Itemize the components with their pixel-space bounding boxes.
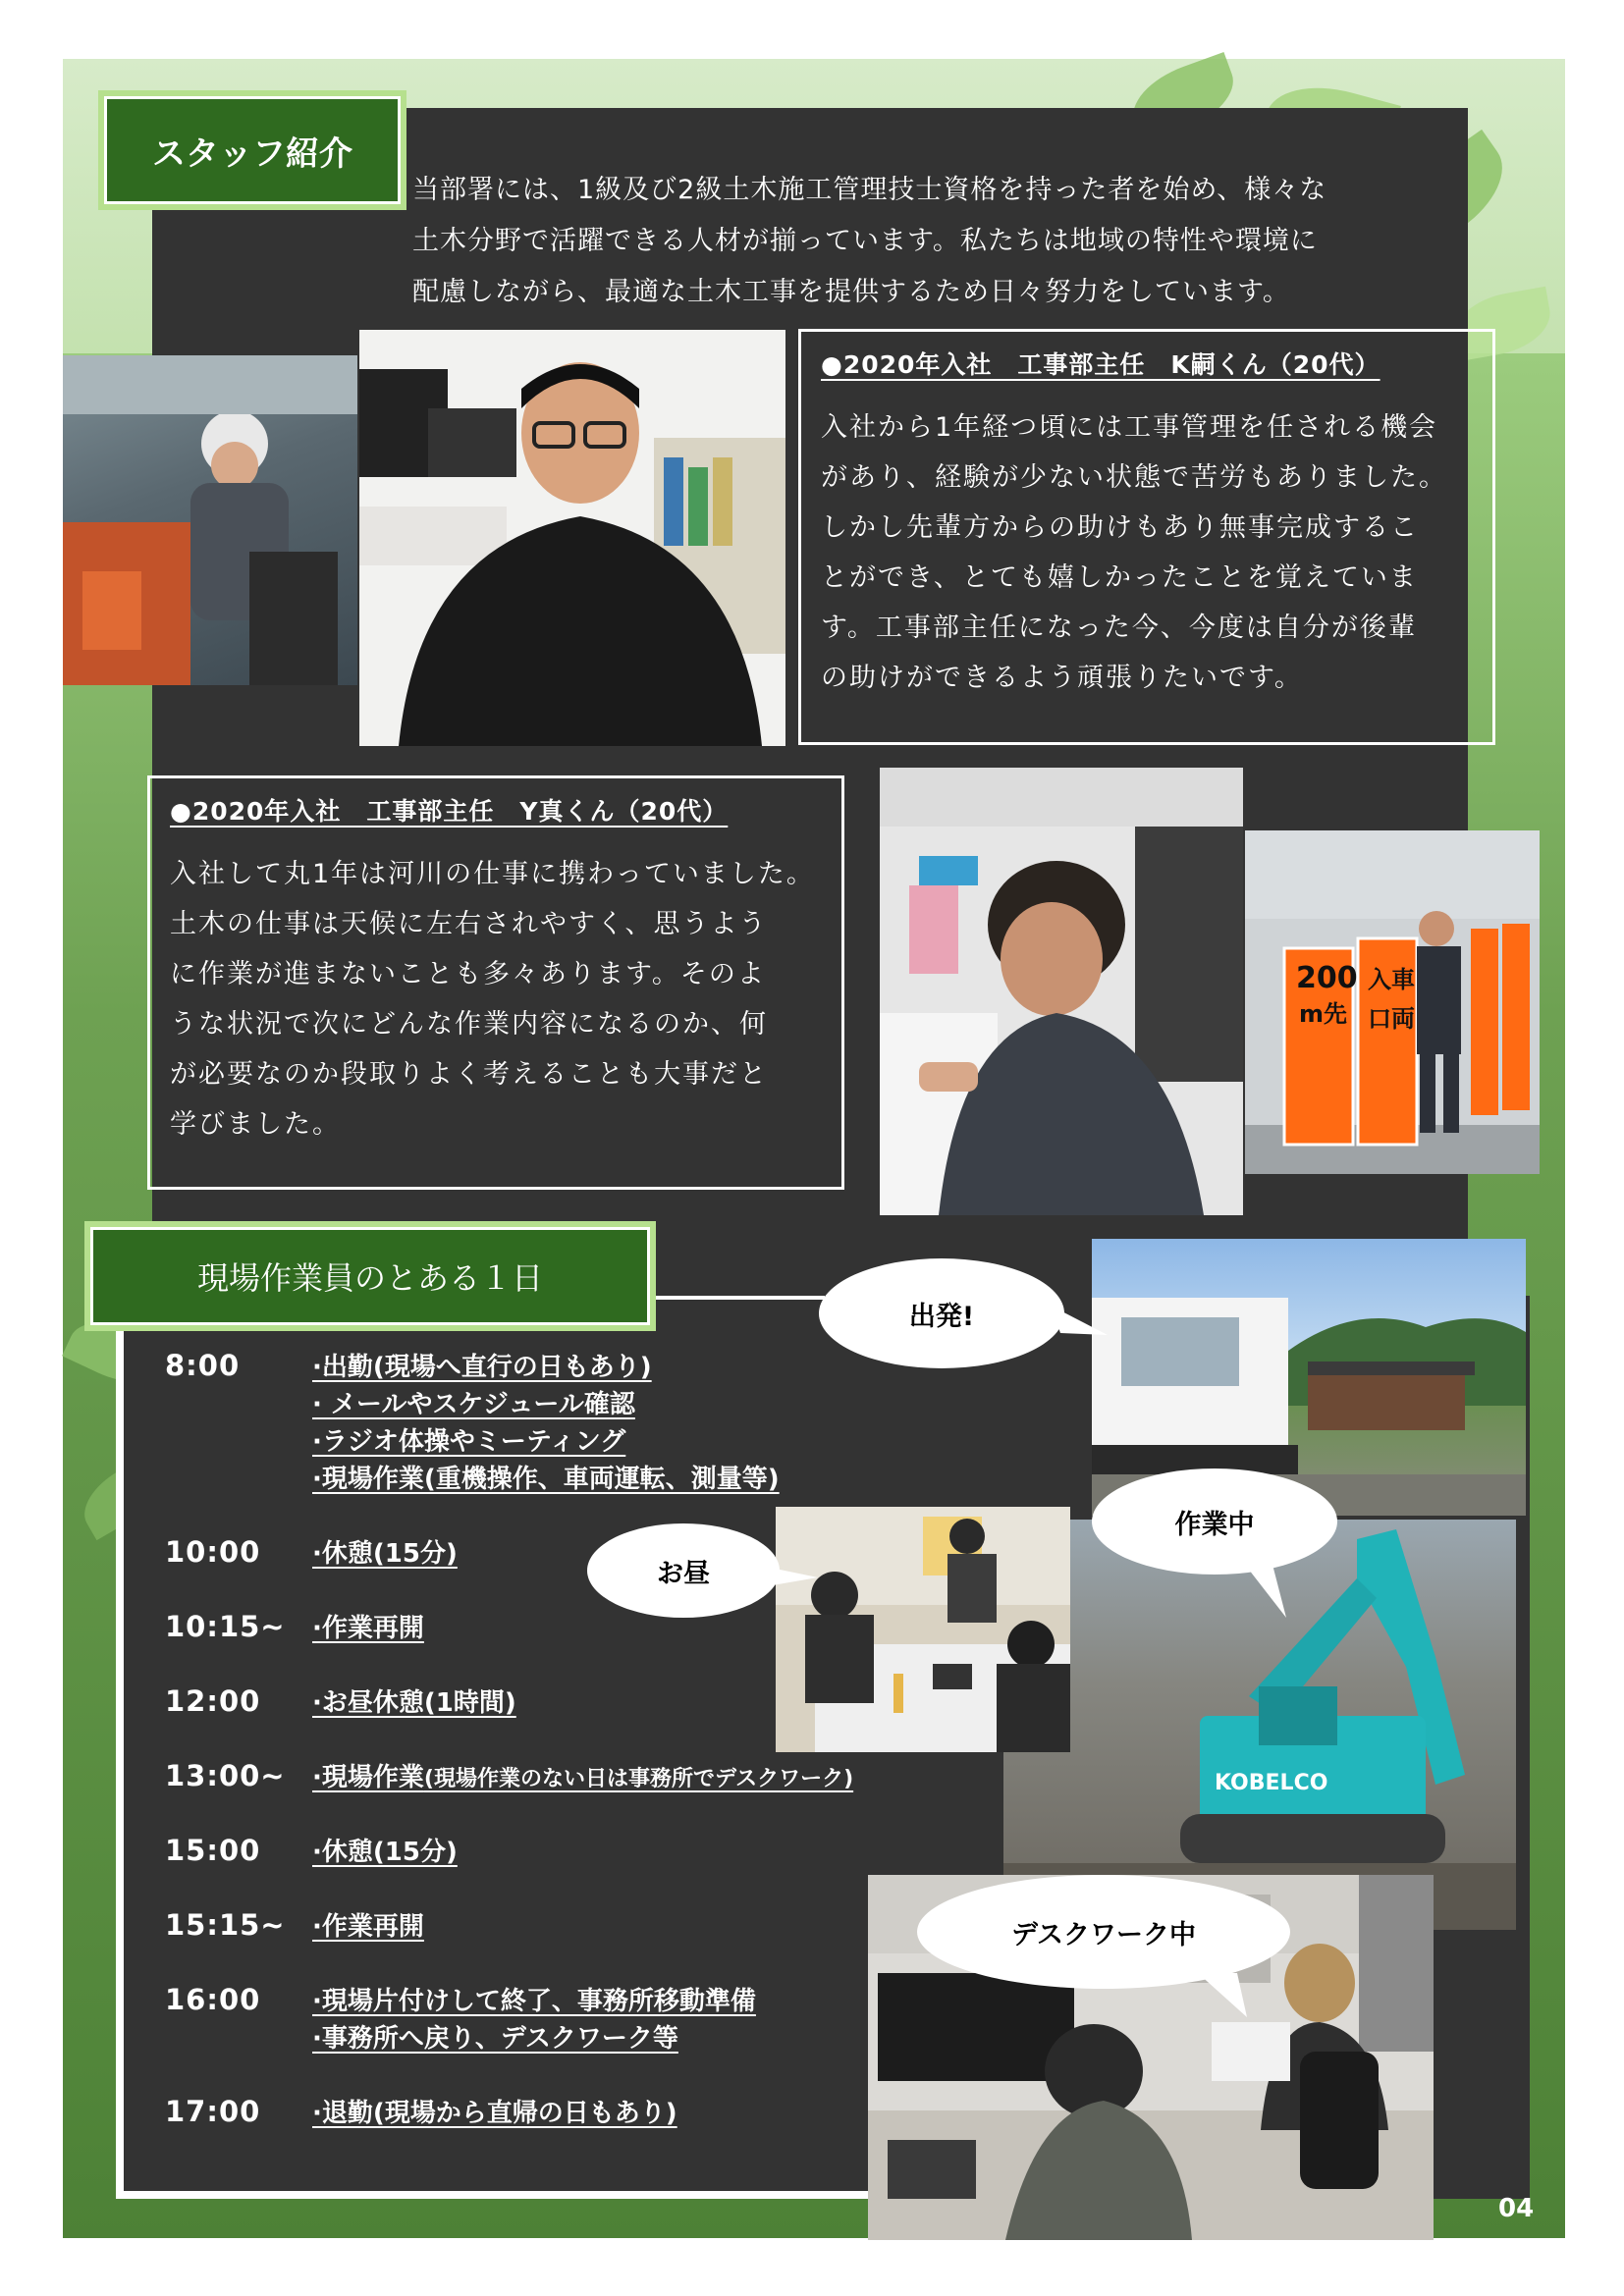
schedule-time: 13:00~ — [165, 1759, 286, 1792]
schedule-time: 16:00 — [165, 1983, 261, 2016]
speech-bubble-working — [1092, 1468, 1337, 1575]
photo-lunch — [776, 1507, 1070, 1752]
profile-text — [170, 849, 822, 1149]
sign-unit: m先 — [1299, 1000, 1348, 1028]
profile-line: うな状況で次にどんな作業内容になるのか、何 — [170, 1009, 768, 1040]
profile-title: ●2020年入社 工事部主任 Y真くん（20代） — [170, 797, 729, 826]
bubble-text: 作業中 — [1174, 1509, 1255, 1540]
schedule-note: (現場作業のない日は事務所でデスクワーク) — [423, 1767, 854, 1791]
bubble-text: 出発! — [908, 1301, 975, 1332]
schedule-time: 15:15~ — [165, 1908, 286, 1942]
schedule-act: ·休憩(15分) — [312, 1838, 458, 1867]
intro-paragraph — [412, 165, 1443, 318]
schedule-act: ·現場作業(重機操作、車両運転、測量等) — [312, 1465, 780, 1494]
intro-line: 配慮しながら、最適な土木工事を提供するため日々努力をしています。 — [412, 277, 1290, 307]
profile-box-y — [147, 775, 844, 1190]
bubble-tail — [761, 1566, 820, 1595]
profile-line: 入社して丸1年は河川の仕事に携わっていました。 — [170, 859, 815, 889]
schedule-time: 15:00 — [165, 1834, 261, 1867]
profile-line: しかし先輩方からの助けもあり無事完成するこ — [821, 512, 1419, 543]
photo-portrait-1 — [359, 330, 785, 746]
bubble-tail — [1051, 1306, 1110, 1345]
sign-number: 200 — [1296, 961, 1358, 995]
schedule-act: ·休憩(15分) — [312, 1539, 458, 1569]
schedule-act: ·出勤(現場へ直行の日もあり) — [312, 1353, 652, 1382]
profile-line: があり、経験が少ない状態で苦労もありました。 — [821, 462, 1447, 493]
intro-line: 当部署には、1級及び2級土木施工管理技士資格を持った者を始め、様々な — [412, 175, 1327, 205]
sign-text: 入車 — [1368, 966, 1415, 993]
section-title-text: 現場作業員のとある１日 — [196, 1259, 543, 1297]
profile-box-k — [798, 329, 1495, 745]
speech-bubble-lunch — [587, 1523, 780, 1618]
excavator-brand: KOBELCO — [1215, 1771, 1328, 1795]
schedule-act: ·ラジオ体操やミーティング — [312, 1427, 626, 1457]
profile-line: 学びました。 — [170, 1109, 341, 1140]
photo-signs — [1245, 830, 1540, 1174]
schedule-act-main: ·現場作業 — [312, 1763, 424, 1792]
profile-line: 入社から1年経つ頃には工事管理を任される機会 — [821, 412, 1438, 443]
profile-title: ●2020年入社 工事部主任 K嗣くん（20代） — [821, 350, 1380, 379]
profile-line: す。工事部主任になった今、今度は自分が後輩 — [821, 613, 1417, 643]
panel-border — [116, 2191, 1000, 2199]
schedule-act: ·作業再開 — [312, 1912, 424, 1942]
profile-line: が必要なのか段取りよく考えることも大事だと — [170, 1059, 768, 1090]
bubble-text: デスクワーク中 — [1011, 1919, 1196, 1950]
bubble-text: お昼 — [657, 1558, 710, 1589]
photo-operator — [63, 355, 357, 685]
schedule-acts — [312, 1349, 1019, 1498]
section-title-staff — [98, 90, 406, 210]
profile-line: 土木の仕事は天候に左右されやすく、思うよう — [170, 909, 768, 939]
schedule-time: 8:00 — [165, 1349, 241, 1382]
section-title-day — [84, 1221, 656, 1331]
schedule-act: ·現場片付けして終了、事務所移動準備 — [312, 1987, 756, 2016]
page-number: 04 — [1498, 2194, 1535, 2223]
schedule-act: · メールやスケジュール確認 — [312, 1390, 635, 1419]
schedule-act: ·事務所へ戻り、デスクワーク等 — [312, 2024, 678, 2054]
schedule-time: 10:15~ — [165, 1610, 286, 1643]
schedule-act — [312, 1759, 853, 1798]
bubble-tail — [1242, 1561, 1291, 1620]
profile-line: とができ、とても嬉しかったことを覚えていま — [821, 562, 1418, 593]
speech-bubble-desk — [917, 1875, 1290, 1989]
schedule-act: ·退勤(現場から直帰の日もあり) — [312, 2099, 677, 2128]
profile-line: に作業が進まないことも多々あります。そのよ — [170, 959, 766, 989]
speech-bubble-depart — [819, 1258, 1064, 1368]
intro-line: 土木分野で活躍できる人材が揃っています。私たちは地域の特性や環境に — [412, 226, 1318, 256]
bubble-tail — [1198, 1973, 1257, 2022]
profile-line: の助けができるよう頑張りたいです。 — [821, 663, 1303, 693]
schedule-time: 10:00 — [165, 1535, 261, 1569]
schedule-act: ·作業再開 — [312, 1614, 424, 1643]
photo-portrait-2 — [880, 768, 1243, 1215]
schedule-time: 12:00 — [165, 1684, 261, 1718]
schedule-act: ·お昼休憩(1時間) — [312, 1688, 516, 1718]
schedule-time: 17:00 — [165, 2095, 261, 2128]
sign-text: 口両 — [1368, 1005, 1415, 1033]
profile-text — [821, 402, 1473, 703]
panel-border — [116, 1296, 124, 2199]
section-title-text: スタッフ紹介 — [152, 133, 352, 174]
